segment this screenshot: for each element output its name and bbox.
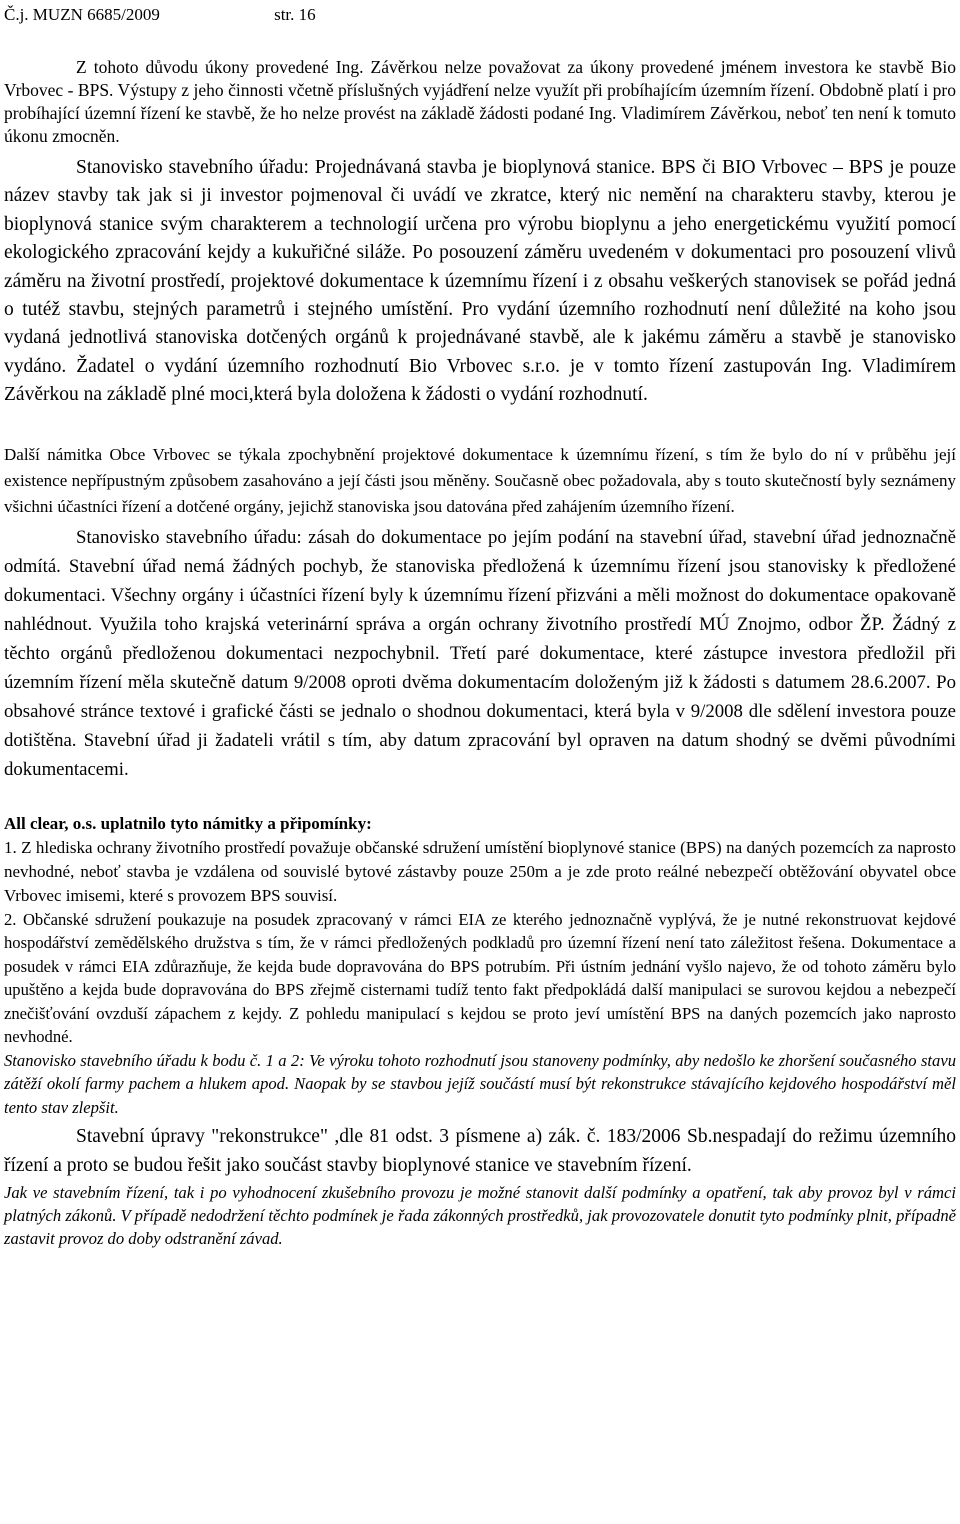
- paragraph-1: Z tohoto důvodu úkony provedené Ing. Závěrkou nelze považovat za úkony provedené jménem investora ke stavbě Bio Vrbovec - BPS. Výstupy z jeho činnosti včetně příslušných vyjádření nelze využít při probíhajícím územním řízení. Obdobně platí i pro probíhající územní řízení ke stavbě, že ho nelze provést na základě žádosti podané Ing. Vladimírem Závěrkou, neboť ten není k tomuto úkonu zmocněn.: [4, 57, 956, 146]
- document-page: [4, 0, 956, 1251]
- paragraph-stanovisko-1: Stanovisko stavebního úřadu: Projednávaná stavba je bioplynová stanice. BPS či BIO Vrbovec – BPS je pouze název stavby tak jak si ji investor pojmenoval či uvádí ve zkratce, který nic nemění na charakteru stavby, kterou je bioplynová stanice svým charakterem a technologií určena pro výrobu bioplynu a jeho energetickému využití pomocí ekologického zpracování kejdy a kukuřičné siláže. Po posouzení záměru uvedeném v dokumentaci pro posouzení vlivů záměru na životní prostředí, projektové dokumentace k územnímu řízení i z obsahu veškerých stanovisek se pořád jedná o tutéž stavbu, stejných parametrů i stejného umístění. Pro vydání územního rozhodnutí není důležité na koho jsou vydaná jednotlivá stanoviska dotčených orgánů k projednávané stavbě, ale k jakému záměru a stavbě je stanovisko vydáno. Žadatel o vydání územního rozhodnutí Bio Vrbovec s.r.o. je v tomto řízení zastupován Ing. Vladimírem Závěrkou na základě plné moci,která byla doložena k žádosti o vydání rozhodnutí.: [4, 157, 956, 406]
- objection-2: 2. Občanské sdružení poukazuje na posudek zpracovaný v rámci EIA ze kterého jednoznačně vyplývá, že je nutné rekonstruovat kejdové hospodářství zemědělského družstva s tím, že v rámci předložených podkladů pro územní řízení není tato záležitost řešena. Dokumentace a posudek v rámci EIA zdůrazňuje, že kejda bude dopravována do BPS potrubím. Při ústním jednání vyšlo najevo, že od tohoto záměru bylo upuštěno a kejda bude dopravována do BPS zřejmě cisternami tudíž tento fakt předpokládá další manipulaci se surovou kejdou a nebezpečí znečišťování ovzduší zápachem z kejdy. Z pohledu manipulací s kejdou se proto jeví umístění BPS na daných pozemcích jako naprosto nevhodné.: [4, 909, 956, 1047]
- spacer: [4, 32, 956, 56]
- paragraph-namitka-obce: Další námitka Obce Vrbovec se týkala zpochybnění projektové dokumentace k územnímu řízení, s tím že bylo do ní v průběhu její existence nepřípustným způsobem zasahováno a její části jsou měněny. Současně obec požadovala, aby s touto skutečností byly seznámeny všichni účastníci řízení a dotčené orgány, jejichž stanoviska jsou datována před zahájením územního řízení.: [4, 444, 956, 517]
- section-heading: All clear, o.s. uplatnilo tyto námitky a připomínky:: [4, 813, 372, 833]
- spacer: [4, 784, 956, 812]
- objection-1: 1. Z hlediska ochrany životního prostředí považuje občanské sdružení umístění bioplynové stanice (BPS) na daných pozemcích za naprosto nevhodné, neboť stavba je vzdálena od souvislé bytové zástavby pouze 250m a je zde proto reálné nebezpečí obtěžování obyvatel obce Vrbovec imisemi, které s provozem BPS souvisí.: [4, 837, 956, 905]
- paragraph-zaverecny: Jak ve stavebním řízení, tak i po vyhodnocení zkušebního provozu je možné stanovit další podmínky a opatření, tak aby provoz byl v rámci platných zákonů. V případě nedodržení těchto podmínek je řada zákonných prostředků, jak provozovatele donutit tyto podmínky plnit, případně zastavit provoz do doby odstranění závad.: [4, 1182, 956, 1249]
- paragraph-stanovisko-body-1-2: Stanovisko stavebního úřadu k bodu č. 1 a 2: Ve výroku tohoto rozhodnutí jsou stanoveny podmínky, aby nedošlo ke zhoršení současného stavu zátěží okolí farmy pachem a hlukem apod. Naopak by se stavbou jejíž součástí musí být rekonstrukce stávajícího kejdového hospodářství měl tento stav zlepšit.: [4, 1050, 956, 1117]
- page-header: [4, 0, 956, 32]
- page-number: str. 16: [274, 5, 316, 24]
- paragraph-stanovisko-2: Stanovisko stavebního úřadu: zásah do dokumentace po jejím podání na stavební úřad, stavební úřad jednoznačně odmítá. Stavební úřad nemá žádných pochyb, že stanoviska předložená k územnímu řízení jsou stanovisky k předložené dokumentaci. Všechny orgány i účastníci řízení byly k územnímu řízení přizváni a měli možnost do dokumentace opakovaně nahlédnout. Využila toho krajská veterinární správa a orgán ochrany životního prostředí MÚ Znojmo, odbor ŽP. Žádný z těchto orgánů předloženou dokumentaci nezpochybnil. Třetí paré dokumentace, které zástupce investora předložil při územním řízení měla skutečně datum 9/2008 oproti dvěma dokumentacím doloženým již k žádosti s datumem 28.6.2007. Po obsahové stránce textové i grafické části se jednalo o shodnou dokumentaci, která byla v 9/2008 dle sdělení investora pouze dotištěna. Stavební úřad ji žadateli vrátil s tím, aby datum zpracování byl opraven na datum shodný se dvěmi původními dokumentacemi.: [4, 526, 956, 780]
- spacer: [4, 410, 956, 442]
- paragraph-stavebni-upravy: Stavební úpravy "rekonstrukce" ,dle 81 odst. 3 písmene a) zák. č. 183/2006 Sb.nespadají do režimu územního řízení a proto se budou řešit jako součást stavby bioplynové stanice ve stavebním řízení.: [4, 1126, 956, 1177]
- case-reference: Č.j. MUZN 6685/2009: [4, 5, 160, 24]
